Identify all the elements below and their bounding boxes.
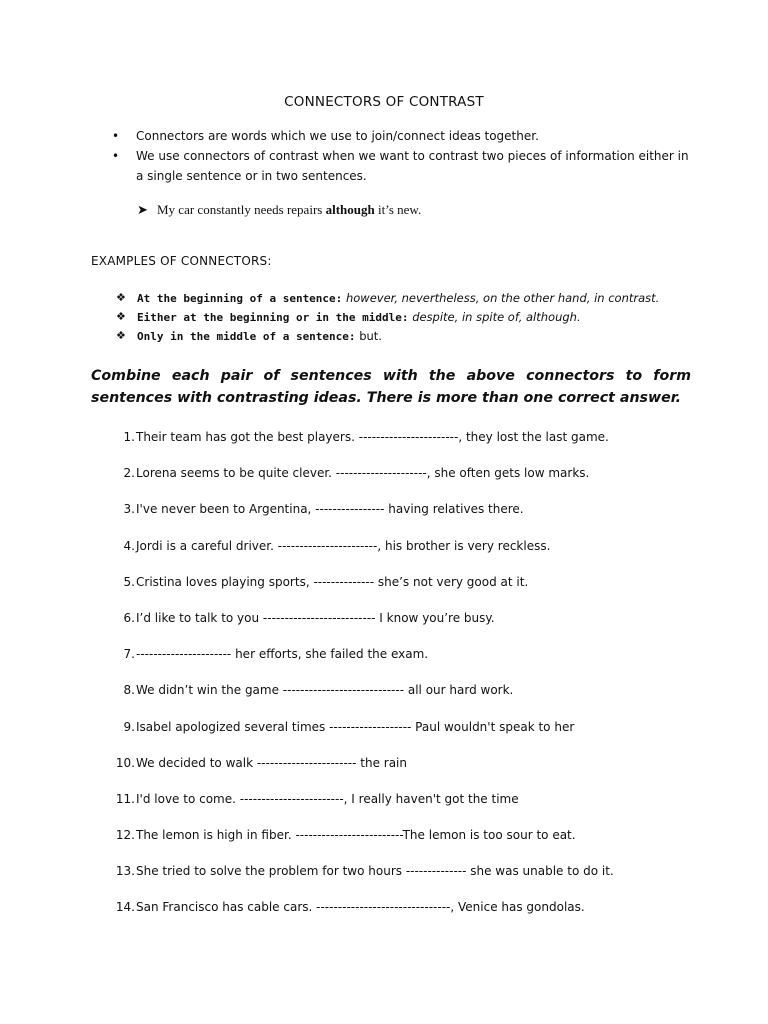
exercise-item: [113, 683, 733, 719]
diamond-bullet-icon: ❖: [116, 329, 126, 342]
exercise-number: 8.: [123, 683, 135, 698]
exercise-item: [113, 792, 733, 828]
exercise-number: 7.: [123, 647, 135, 662]
exercise-item: [113, 900, 733, 936]
bullet-dot-icon: •: [112, 129, 120, 143]
bullet-item: [112, 126, 692, 146]
exercise-item: [113, 611, 733, 647]
exercise-text: I'd love to come. ------------------------, I really haven't got the time: [136, 791, 519, 806]
exercise-number: 6.: [123, 610, 135, 625]
exercise-number: 9.: [123, 719, 135, 734]
exercise-text: Cristina loves playing sports, -------------- she’s not very good at it.: [136, 574, 529, 589]
exercise-number: 1.: [123, 430, 135, 444]
exercise-item: [113, 647, 733, 683]
exercise-item: [113, 864, 733, 900]
exercise-text: We decided to walk ----------------------- the rain: [136, 755, 407, 770]
exercise-text: The lemon is high in fiber. -------------------------The lemon is too sour to eat.: [136, 828, 576, 843]
exercise-text: Isabel apologized several times ------------------- Paul wouldn't speak to her: [136, 719, 575, 734]
connector-group-item: [116, 308, 716, 327]
exercise-number: 3.: [123, 502, 135, 517]
exercise-number: 13.: [115, 864, 135, 879]
exercise-number: 10.: [115, 755, 135, 770]
exercise-instruction: Combine each pair of sentences with the above connectors to form sentences with contrasting ideas. There is more than one correct answer.: [91, 368, 691, 406]
exercise-item: [113, 466, 733, 502]
connector-group-values: however, nevertheless, on the other hand, in contrast.: [345, 291, 660, 305]
bullet-dot-icon: •: [112, 149, 120, 163]
connector-group-item: [116, 327, 716, 346]
diamond-bullet-icon: ❖: [116, 310, 126, 323]
exercise-item: [113, 828, 733, 864]
exercise-number: 4.: [123, 538, 135, 553]
exercise-text: I've never been to Argentina, ---------------- having relatives there.: [136, 502, 524, 517]
bullet-item: [112, 146, 692, 186]
exercise-text: She tried to solve the problem for two hours -------------- she was unable to do it.: [136, 864, 614, 879]
connector-group-values: despite, in spite of, although.: [412, 310, 581, 324]
exercise-item: [113, 539, 733, 575]
connector-group-label: Only in the middle of a sentence:: [137, 330, 356, 343]
exercise-text: I’d like to talk to you -------------------------- I know you’re busy.: [136, 610, 495, 625]
example-sentence-end: it’s new.: [374, 202, 422, 217]
exercise-text: Lorena seems to be quite clever. ---------------------, she often gets low marks.: [136, 466, 590, 481]
exercise-text: ---------------------- her efforts, she failed the exam.: [136, 647, 429, 662]
bullet-text: Connectors are words which we use to join/connect ideas together.: [136, 129, 539, 143]
exercise-number: 14.: [115, 900, 135, 915]
exercise-number: 2.: [123, 466, 135, 481]
exercise-number: 12.: [115, 828, 135, 843]
exercise-text: We didn’t win the game ---------------------------- all our hard work.: [136, 683, 514, 698]
examples-heading: EXAMPLES OF CONNECTORS:: [91, 254, 272, 268]
exercise-item: [113, 756, 733, 792]
bullet-text: We use connectors of contrast when we want to contrast two pieces of information either in a single sentence or in two sentences.: [136, 149, 689, 183]
connector-group-label: At the beginning of a sentence:: [137, 292, 343, 305]
example-sentence-start: My car constantly needs repairs: [157, 202, 326, 217]
connector-group-label: Either at the beginning or in the middle:: [137, 311, 409, 324]
exercise-text: San Francisco has cable cars. -------------------------------, Venice has gondolas.: [136, 900, 585, 915]
connector-group-values: but.: [359, 329, 382, 343]
exercise-text: Jordi is a careful driver. -----------------------, his brother is very reckless.: [136, 538, 551, 553]
page-title: CONNECTORS OF CONTRAST: [284, 94, 484, 110]
exercise-number: 5.: [123, 574, 135, 589]
exercise-text: Their team has got the best players. -----------------------, they lost the last game.: [136, 430, 609, 444]
diamond-bullet-icon: ❖: [116, 291, 126, 304]
exercise-item: [113, 502, 733, 538]
connector-group-item: [116, 289, 716, 308]
example-sentence: [137, 202, 421, 218]
exercise-item: [113, 720, 733, 756]
exercise-item: [113, 575, 733, 611]
arrowhead-icon: ➤: [137, 202, 148, 217]
intro-bullet-list: [112, 126, 692, 186]
connector-groups-list: [116, 289, 716, 346]
exercise-number: 11.: [115, 791, 135, 806]
example-sentence-connector: although: [325, 202, 375, 217]
exercise-item: [113, 430, 733, 466]
exercise-list: [113, 430, 733, 937]
